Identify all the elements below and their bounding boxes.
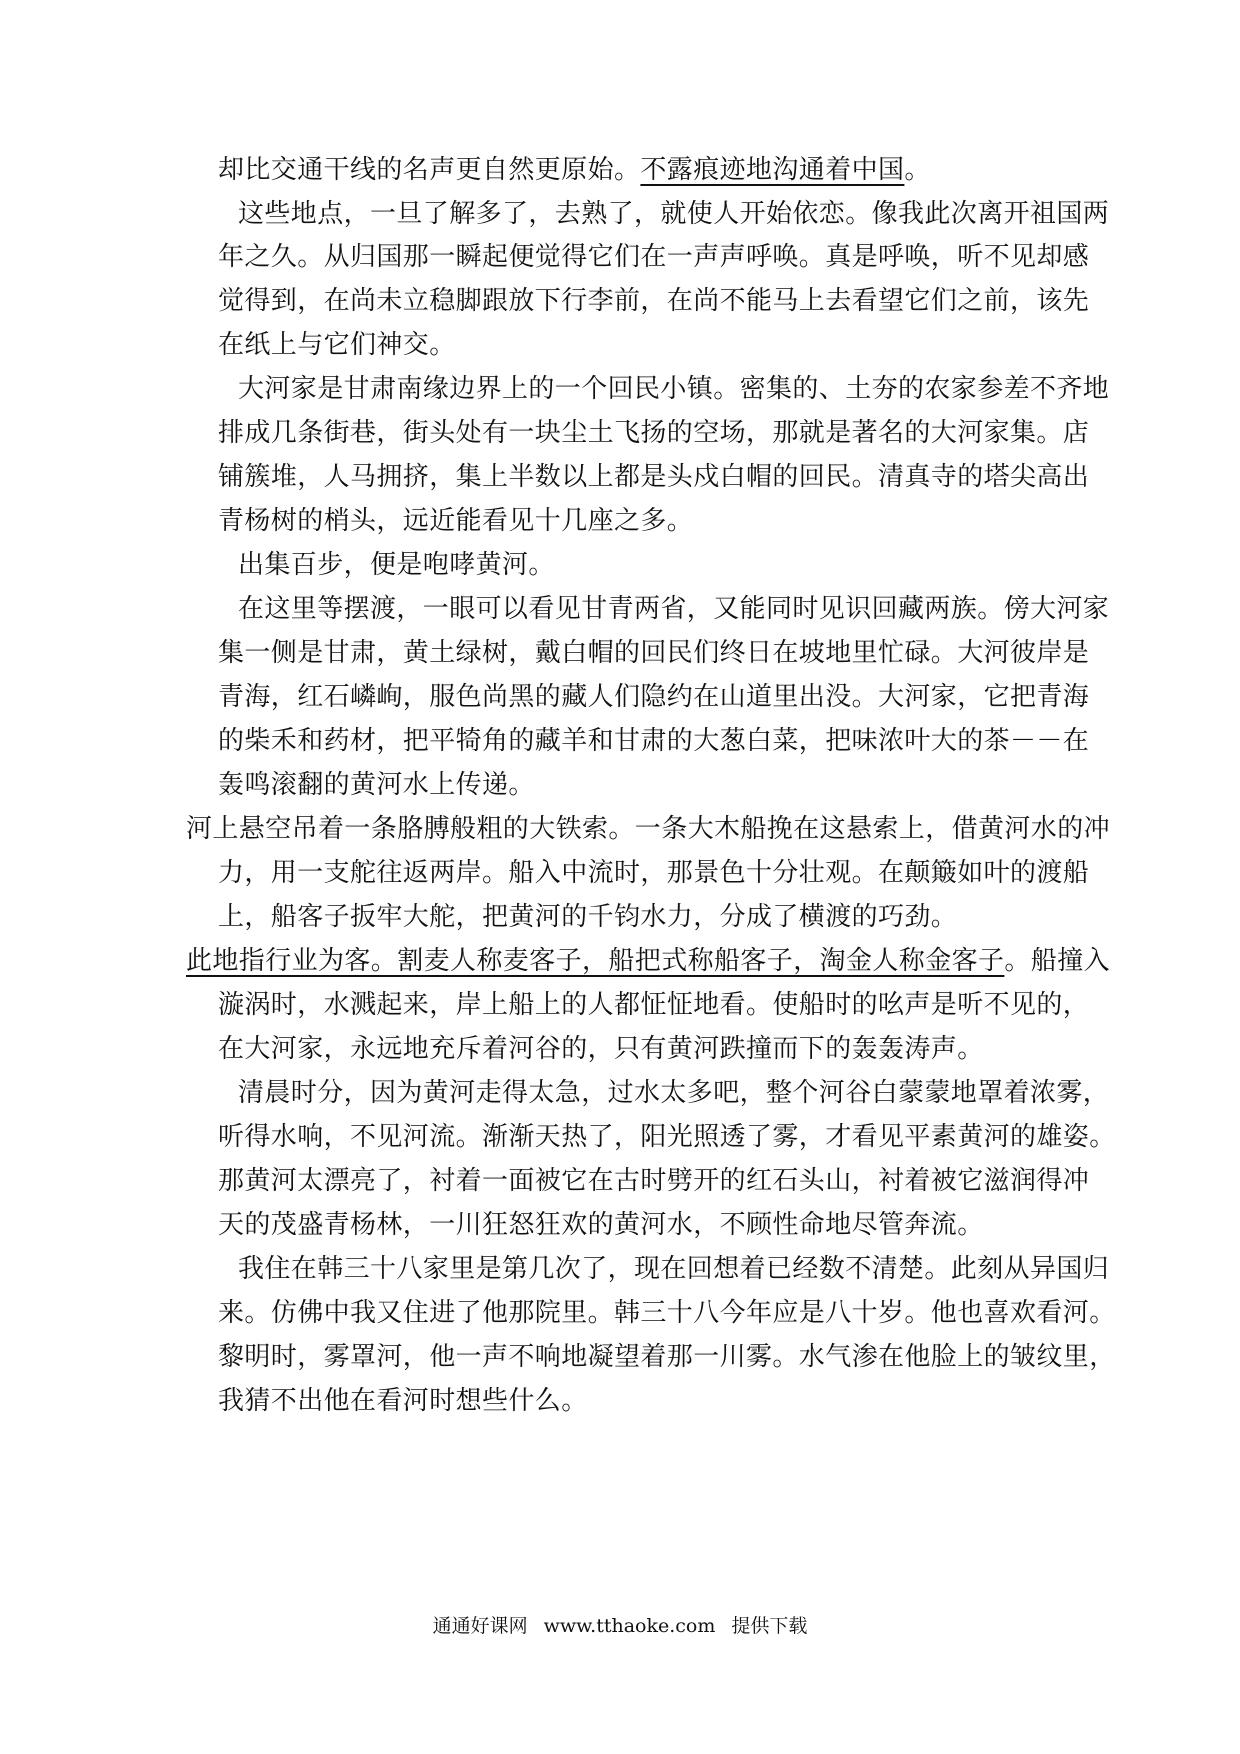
text-line: 集一侧是甘肃，黄土绿树，戴白帽的回民们终日在坡地里忙碌。大河彼岸是 [218,638,1090,668]
text-line: 听得水响，不见河流。渐渐天热了，阳光照透了雾，才看见平素黄河的雄姿。 [218,1122,1116,1152]
text-line: 的柴禾和药材，把平犄角的藏羊和甘肃的大葱白菜，把味浓叶大的茶－－在 [218,726,1090,756]
text-line [218,153,931,187]
text-line [186,944,1110,978]
text-line: 天的茂盛青杨林，一川狂怒狂欢的黄河水，不顾性命地尽管奔流。 [218,1210,984,1240]
text-line: 我猜不出他在看河时想些什么。 [218,1386,588,1416]
text-line: 出集百步，便是咆哮黄河。 [238,550,555,580]
text-segment: 。 [904,155,931,185]
text-line: 力，用一支舵往返两岸。船入中流时，那景色十分壮观。在颠簸如叶的渡船 [218,858,1090,888]
text-line: 来。仿佛中我又住进了他那院里。韩三十八今年应是八十岁。他也喜欢看河。 [218,1298,1116,1328]
underlined-phrase: 不露痕迹地沟通着中国 [640,155,905,185]
footer-url[interactable]: www.tthaoke.com [543,1615,716,1637]
text-line: 我住在韩三十八家里是第几次了，现在回想着已经数不清楚。此刻从异国归 [238,1254,1110,1284]
footer-note: 提供下载 [731,1615,808,1637]
text-line: 铺簇堆，人马拥挤，集上半数以上都是头戍白帽的回民。清真寺的塔尖高出 [218,462,1090,492]
underlined-phrase: 此地指行业为客。割麦人称麦客子，船把式称船客子，淘金人称金客子 [186,946,1005,976]
text-line: 黎明时，雾罩河，他一声不响地凝望着那一川雾。水气渗在他脸上的皱纹里， [218,1342,1116,1372]
text-line: 那黄河太漂亮了，衬着一面被它在古时劈开的红石头山，衬着被它滋润得冲 [218,1166,1090,1196]
text-line: 轰鸣滚翻的黄河水上传递。 [218,770,535,800]
text-line: 大河家是甘肃南缘边界上的一个回民小镇。密集的、土夯的农家参差不齐地 [238,374,1110,404]
text-line: 青海，红石嶙峋，服色尚黑的藏人们隐约在山道里出没。大河家，它把青海 [218,682,1090,712]
text-segment: 。船撞入 [1004,946,1111,976]
text-line: 青杨树的梢头，远近能看见十几座之多。 [218,506,694,536]
text-line: 上，船客子扳牢大舵，把黄河的千钧水力，分成了横渡的巧劲。 [218,902,958,932]
text-line: 漩涡时，水溅起来，岸上船上的人都怔怔地看。使船时的吆声是听不见的， [218,990,1090,1020]
text-line: 在这里等摆渡，一眼可以看见甘青两省，又能同时见识回藏两族。傍大河家 [238,594,1110,624]
text-line: 排成几条街巷，街头处有一块尘土飞扬的空场，那就是著名的大河家集。店 [218,418,1090,448]
page-footer [0,1613,1240,1639]
text-line: 在大河家，永远地充斥着河谷的，只有黄河跌撞而下的轰轰涛声。 [218,1034,984,1064]
footer-site-name: 通通好课网 [432,1615,528,1637]
text-segment: 却比交通干线的名声更自然更原始。 [218,155,641,185]
text-line: 觉得到，在尚未立稳脚跟放下行李前，在尚不能马上去看望它们之前，该先 [218,286,1090,316]
text-line: 这些地点，一旦了解多了，去熟了，就使人开始依恋。像我此次离开祖国两 [238,199,1110,229]
text-line: 清晨时分，因为黄河走得太急，过水太多吧，整个河谷白蒙蒙地罩着浓雾， [238,1078,1110,1108]
text-line: 河上悬空吊着一条胳膊般粗的大铁索。一条大木船挽在这悬索上，借黄河水的冲 [186,814,1111,844]
text-line: 在纸上与它们神交。 [218,330,456,360]
text-line: 年之久。从归国那一瞬起便觉得它们在一声声呼唤。真是呼唤，听不见却感 [218,242,1090,272]
